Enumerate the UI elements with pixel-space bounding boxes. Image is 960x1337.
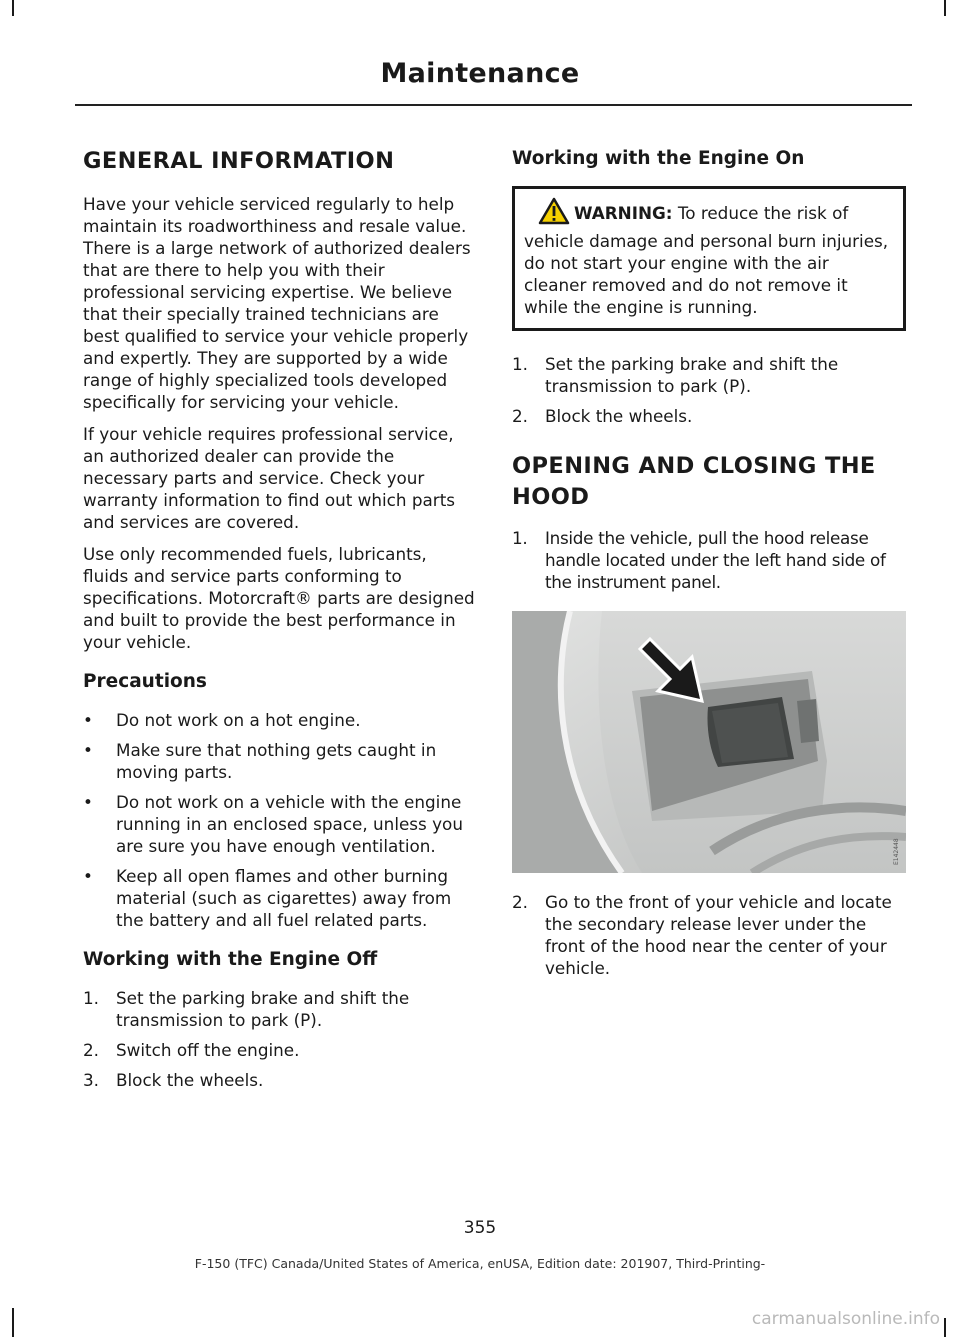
watermark: carmanualsonline.info <box>751 1309 940 1329</box>
left-column <box>83 140 476 1103</box>
list-item: 1. Set the parking brake and shift the transmission to park (P). <box>83 988 410 1030</box>
step-number: 1. <box>512 528 528 548</box>
list-item: 1. Set the parking brake and shift the transmission to park (P). <box>512 354 839 396</box>
paragraph-professional-service: If your vehicle requires professional service, an authorized dealer can provide the necessary parts and service. Check your warranty information to find out which parts and services are covered. <box>83 424 456 532</box>
list-item: 2. Go to the front of your vehicle and locate the secondary release lever under the front of the hood near the center of your vehicle. <box>512 892 892 978</box>
engine-off-steps <box>83 987 476 1091</box>
step-number: 3. <box>83 1070 100 1090</box>
bullet-marker: • <box>83 710 93 730</box>
bullet-marker: • <box>83 866 93 886</box>
hood-release-illustration <box>512 611 906 873</box>
step-number: 1. <box>83 988 100 1008</box>
step-number: 2. <box>83 1040 100 1060</box>
step-number: 2. <box>512 406 529 426</box>
engine-on-heading: Working with the Engine On <box>512 148 805 169</box>
crop-mark-top-left <box>12 0 14 16</box>
figure-code: E142448 <box>893 838 900 865</box>
list-item: 2. Switch off the engine. <box>83 1040 300 1060</box>
hood-steps <box>512 527 906 593</box>
precautions-heading: Precautions <box>83 671 207 692</box>
list-item: • Keep all open flames and other burning material (such as cigarettes) away from the battery and all fuel related parts. <box>83 866 452 930</box>
crop-mark-bottom-left <box>12 1308 14 1337</box>
list-item: 2. Block the wheels. <box>512 406 693 426</box>
general-information-heading: GENERAL INFORMATION <box>83 148 395 174</box>
warning-text: To reduce the risk of vehicle damage and personal burn injuries, do not start your engine with the air cleaner removed and do not remove it while the engine is running. <box>524 203 889 317</box>
right-column <box>512 140 906 991</box>
step-number: 2. <box>512 892 529 912</box>
list-item: • Make sure that nothing gets caught in moving parts. <box>83 740 437 782</box>
page-title: Maintenance <box>380 58 580 89</box>
precautions-list <box>83 709 476 931</box>
warning-box <box>512 186 906 331</box>
bullet-marker: • <box>83 740 93 760</box>
list-item: • Do not work on a hot engine. <box>83 710 361 730</box>
list-item: 1. Inside the vehicle, pull the hood release handle located under the left hand side of the instrument panel. <box>512 528 886 592</box>
opening-closing-hood-heading: OPENING AND CLOSING THE HOOD <box>512 453 876 510</box>
crop-mark-top-right <box>944 0 946 16</box>
warning-label: WARNING: <box>574 203 673 223</box>
header-divider <box>75 104 912 106</box>
engine-on-steps <box>512 353 906 427</box>
step-number: 1. <box>512 354 529 374</box>
edition-info: F-150 (TFC) Canada/United States of America, enUSA, Edition date: 201907, Third-Printing- <box>194 1256 766 1271</box>
paragraph-servicing: Have your vehicle serviced regularly to help maintain its roadworthiness and resale value. There is a large network of authorized dealers that are there to help you with their professional servicing expertise. We believe that their specially trained technicians are best qualified to service your vehicle properly and expertly. They are supported by a wide range of highly specialized tools developed specifically for servicing your vehicle. <box>83 194 471 412</box>
bullet-marker: • <box>83 792 93 812</box>
list-item: • Do not work on a vehicle with the engine running in an enclosed space, unless you are sure you have enough ventilation. <box>83 792 463 856</box>
list-item: 3. Block the wheels. <box>83 1070 264 1090</box>
paragraph-recommended-parts: Use only recommended fuels, lubricants, fluids and service parts conforming to specifications. Motorcraft® parts are designed and built to provide the best performance in your vehicle. <box>83 544 475 652</box>
hood-steps-continued <box>512 891 906 979</box>
crop-mark-bottom-right <box>944 1318 946 1337</box>
engine-off-heading: Working with the Engine Off <box>83 949 378 970</box>
warning-triangle-icon <box>538 197 570 230</box>
page-number: 355 <box>463 1218 497 1238</box>
hood-release-handle-figure <box>512 611 906 873</box>
